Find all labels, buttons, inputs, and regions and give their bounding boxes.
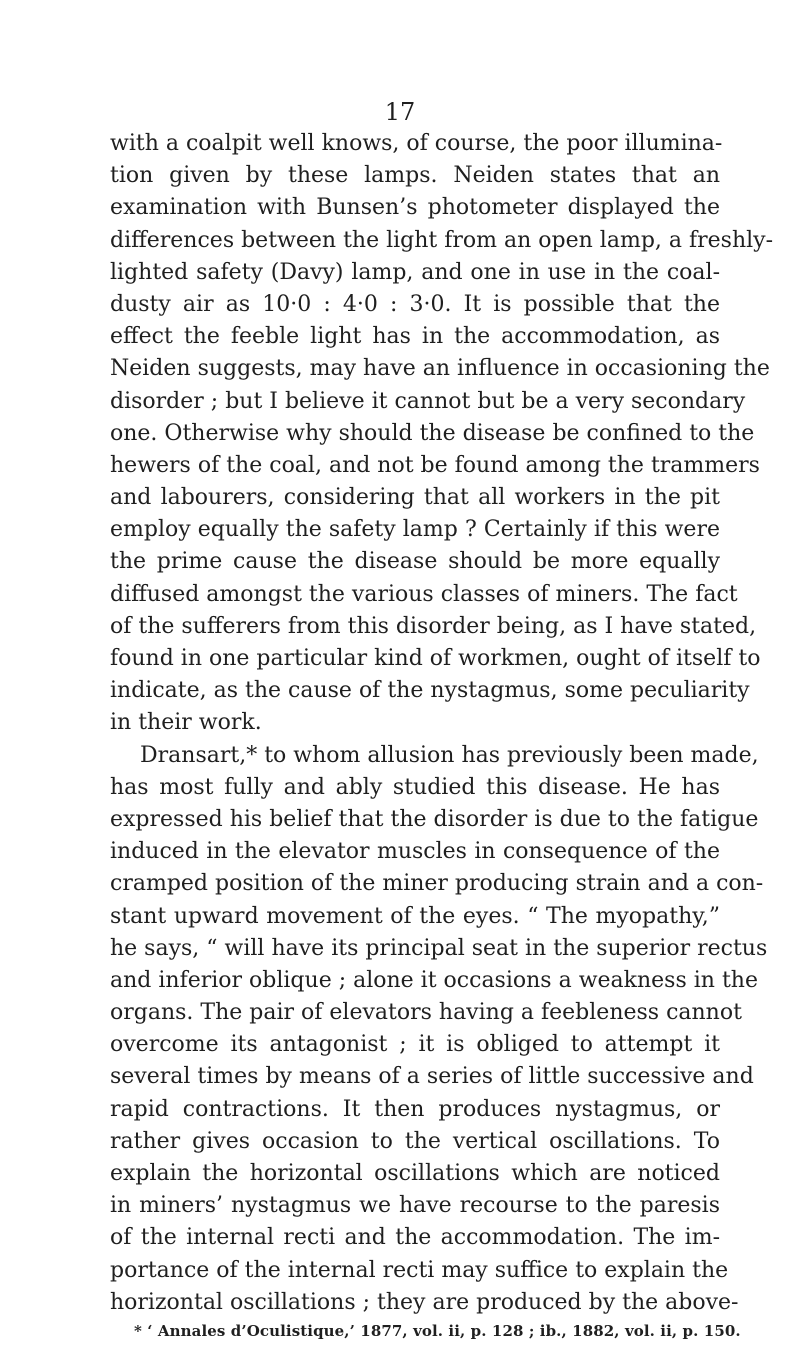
text-line: cramped position of the miner producing strain and a con- bbox=[110, 871, 764, 897]
text-line: dusty air as 10·0 : 4·0 : 3·0. It is possible that the bbox=[110, 291, 720, 317]
text-line: rapid contractions. It then produces nystagmus, or bbox=[110, 1096, 720, 1122]
text-line: the prime cause the disease should be more equally bbox=[110, 549, 720, 575]
text-line: and inferior oblique ; alone it occasions a weakness in the bbox=[110, 967, 758, 993]
text-line: in their work. bbox=[110, 710, 262, 736]
text-line: disorder ; but I believe it cannot but be a very secondary bbox=[110, 388, 746, 414]
text-line: rather gives occasion to the vertical oscillations. To bbox=[110, 1128, 720, 1154]
text-line: expressed his belief that the disorder is due to the fatigue bbox=[110, 806, 759, 832]
text-line: stant upward movement of the eyes. “ The myopathy,” bbox=[110, 903, 720, 929]
text-line: with a coalpit well knows, of course, the poor illumina- bbox=[110, 131, 723, 156]
text-line: employ equally the safety lamp ? Certainly if this were bbox=[110, 517, 720, 543]
footnote: * ‘ Annales d’Oculistique,’ 1877, vol. ii, p. 128 ; ib., 1882, vol. ii, p. 150. bbox=[134, 1321, 741, 1340]
text-line: in miners’ nystagmus we have recourse to the paresis bbox=[110, 1193, 720, 1219]
text-line: horizontal oscillations ; they are produced by the above- bbox=[110, 1289, 739, 1315]
text-line: portance of the internal recti may suffice to explain the bbox=[110, 1257, 729, 1283]
text-line: found in one particular kind of workmen, ought of itself to bbox=[110, 646, 761, 671]
text-line: Neiden suggests, may have an influence in occasioning the bbox=[110, 356, 770, 382]
text-line: organs. The pair of elevators having a feebleness cannot bbox=[110, 1000, 742, 1026]
text-line: overcome its antagonist ; it is obliged to attempt it bbox=[110, 1032, 720, 1058]
text-line: effect the feeble light has in the accommodation, as bbox=[110, 324, 720, 350]
text-line: differences between the light from an open lamp, a freshly- bbox=[110, 227, 774, 253]
text-line: hewers of the coal, and not be found among the trammers bbox=[110, 452, 760, 478]
text-line: of the internal recti and the accommodation. The im- bbox=[110, 1225, 720, 1251]
text-line: has most fully and ably studied this disease. He has bbox=[110, 774, 720, 800]
text-line: indicate, as the cause of the nystagmus, some peculiarity bbox=[110, 678, 750, 704]
text-line: one. Otherwise why should the disease be confined to the bbox=[110, 420, 755, 446]
text-line: he says, “ will have its principal seat in the superior rectus bbox=[110, 935, 768, 961]
text-line: examination with Bunsen’s photometer displayed the bbox=[110, 195, 720, 221]
text-line: explain the horizontal oscillations which are noticed bbox=[110, 1161, 720, 1186]
page-number: 17 bbox=[384, 98, 416, 126]
text-line: tion given by these lamps. Neiden states that an bbox=[110, 163, 720, 189]
text-line: induced in the elevator muscles in consequence of the bbox=[110, 839, 720, 865]
body-text bbox=[110, 128, 774, 1342]
text-line: lighted safety (Davy) lamp, and one in use in the coal- bbox=[110, 259, 720, 285]
text-line: several times by means of a series of little successive and bbox=[110, 1064, 754, 1090]
text-line: Dransart,* to whom allusion has previously been made, bbox=[140, 742, 759, 768]
text-line: diffused amongst the various classes of miners. The fact bbox=[110, 581, 738, 607]
text-line: of the sufferers from this disorder being, as I have stated, bbox=[110, 613, 757, 639]
text-line: and labourers, considering that all workers in the pit bbox=[110, 485, 720, 511]
